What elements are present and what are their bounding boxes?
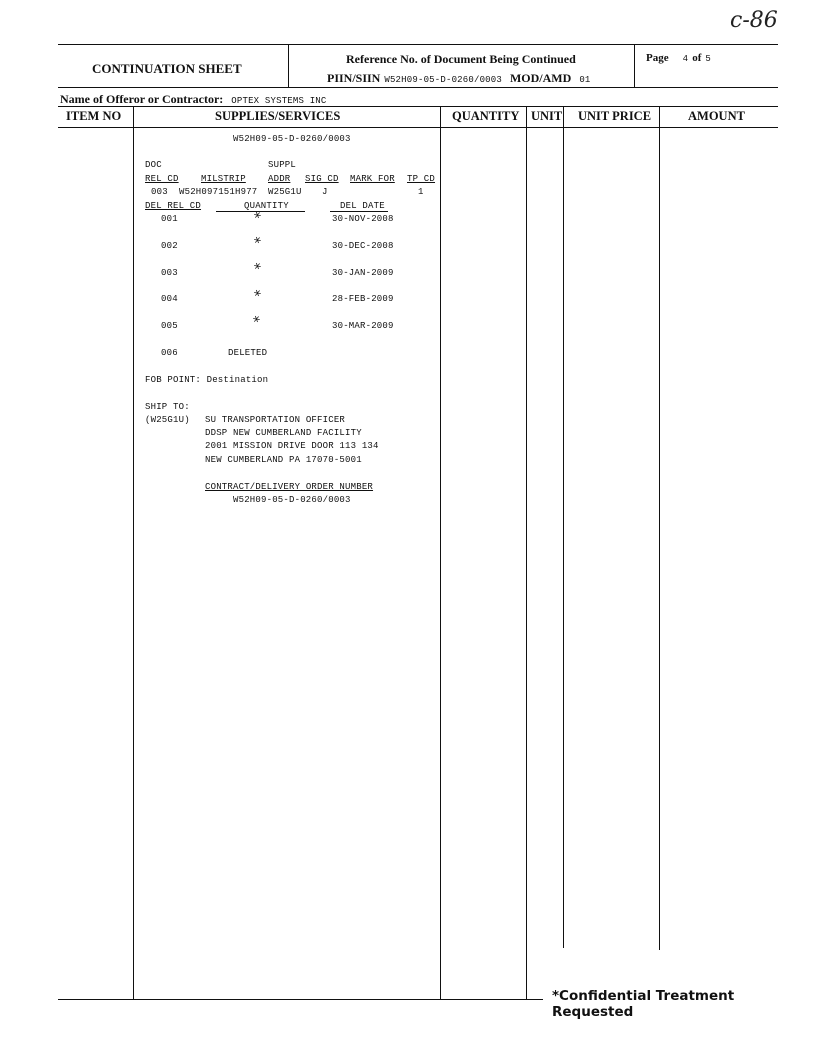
delivery-qty-mark: * bbox=[251, 313, 264, 331]
delivery-rel: 003 bbox=[161, 268, 178, 278]
piin-value: W52H09-05-D-0260/0003 bbox=[384, 75, 502, 85]
header-divider-1 bbox=[288, 44, 289, 87]
del-hdr-date: DEL DATE bbox=[340, 201, 385, 211]
mil-tp-cd: 1 bbox=[418, 187, 424, 197]
col-unit: UNIT bbox=[531, 109, 563, 123]
offeror-name: OPTEX SYSTEMS INC bbox=[231, 96, 327, 106]
delivery-qty-mark: * bbox=[252, 209, 265, 227]
delivery-qty-deleted: DELETED bbox=[228, 348, 268, 358]
mil-milstrip: W52H097151H977 bbox=[179, 187, 258, 197]
delivery-qty-mark: * bbox=[252, 260, 265, 278]
del-hdr-date-rule bbox=[330, 211, 388, 212]
del-hdr-rel: DEL REL CD bbox=[145, 201, 202, 211]
page-number: 4 bbox=[682, 54, 689, 64]
ship-address-line: 2001 MISSION DRIVE DOOR 113 134 bbox=[205, 441, 379, 451]
col-amount: AMOUNT bbox=[688, 109, 745, 123]
page-of: of bbox=[692, 52, 702, 64]
col-rule-price bbox=[659, 106, 660, 950]
delivery-qty-mark: * bbox=[252, 234, 265, 252]
contract-delivery-value: W52H09-05-D-0260/0003 bbox=[233, 495, 351, 505]
page-total: 5 bbox=[705, 54, 711, 64]
mil-sig-cd: J bbox=[322, 187, 328, 197]
delivery-date: 30-NOV-2008 bbox=[332, 214, 394, 224]
col-item-no: ITEM NO bbox=[66, 109, 122, 123]
column-header-top-rule bbox=[58, 106, 778, 107]
hdr-doc: DOC bbox=[145, 160, 162, 170]
delivery-date: 30-MAR-2009 bbox=[332, 321, 394, 331]
delivery-date: 28-FEB-2009 bbox=[332, 294, 394, 304]
contract-number-top: W52H09-05-D-0260/0003 bbox=[233, 134, 351, 144]
piin-row bbox=[327, 69, 591, 87]
delivery-rel: 004 bbox=[161, 294, 178, 304]
handwritten-annotation: c-86 bbox=[730, 8, 778, 33]
mil-rel-cd: 003 bbox=[151, 187, 168, 197]
column-header-bottom-rule bbox=[58, 127, 778, 128]
col-rule-unit bbox=[563, 106, 564, 948]
hdr-mark-for: MARK FOR bbox=[350, 174, 395, 184]
sheet-title: CONTINUATION SHEET bbox=[92, 61, 242, 76]
delivery-qty-mark: * bbox=[252, 287, 265, 305]
hdr-tp-cd: TP CD bbox=[407, 174, 436, 184]
reference-label: Reference No. of Document Being Continued bbox=[346, 52, 576, 66]
delivery-rel: 001 bbox=[161, 214, 178, 224]
col-rule-quantity bbox=[526, 106, 527, 999]
col-rule-supplies bbox=[440, 106, 441, 999]
ship-to-label: SHIP TO: bbox=[145, 402, 190, 412]
fob-point: FOB POINT: Destination bbox=[145, 375, 269, 385]
hdr-milstrip: MILSTRIP bbox=[201, 174, 246, 184]
header-top-rule bbox=[58, 44, 778, 45]
confidential-notice: *Confidential Treatment Requested bbox=[552, 988, 735, 1020]
contract-delivery-label: CONTRACT/DELIVERY ORDER NUMBER bbox=[205, 482, 374, 492]
piin-label: PIIN/SIIN bbox=[327, 71, 381, 85]
ship-to-code: (W25G1U) bbox=[145, 415, 190, 425]
col-supplies: SUPPLIES/SERVICES bbox=[215, 109, 341, 123]
hdr-suppl: SUPPL bbox=[268, 160, 297, 170]
col-quantity: QUANTITY bbox=[452, 109, 520, 123]
del-hdr-qty: QUANTITY bbox=[244, 201, 289, 211]
ship-address-line: SU TRANSPORTATION OFFICER bbox=[205, 415, 346, 425]
mod-label: MOD/AMD bbox=[509, 71, 572, 85]
page-label: Page bbox=[646, 52, 669, 64]
header-bottom-rule bbox=[58, 87, 778, 88]
mod-value: 01 bbox=[579, 75, 591, 85]
hdr-addr: ADDR bbox=[268, 174, 291, 184]
page-indicator bbox=[646, 48, 711, 66]
header-divider-2 bbox=[634, 44, 635, 87]
delivery-rel: 006 bbox=[161, 348, 178, 358]
ship-address-line: DDSP NEW CUMBERLAND FACILITY bbox=[205, 428, 362, 438]
col-unit-price: UNIT PRICE bbox=[578, 109, 652, 123]
hdr-rel-cd: REL CD bbox=[145, 174, 179, 184]
offeror-label: Name of Offeror or Contractor: bbox=[60, 92, 224, 106]
ship-address-line: NEW CUMBERLAND PA 17070-5001 bbox=[205, 455, 362, 465]
hdr-sig-cd: SIG CD bbox=[305, 174, 339, 184]
delivery-rel: 005 bbox=[161, 321, 178, 331]
delivery-rel: 002 bbox=[161, 241, 178, 251]
delivery-date: 30-JAN-2009 bbox=[332, 268, 394, 278]
mil-addr: W25G1U bbox=[268, 187, 302, 197]
col-rule-item bbox=[133, 106, 134, 999]
bottom-rule bbox=[58, 999, 543, 1000]
del-hdr-qty-rule bbox=[216, 211, 305, 212]
delivery-date: 30-DEC-2008 bbox=[332, 241, 394, 251]
